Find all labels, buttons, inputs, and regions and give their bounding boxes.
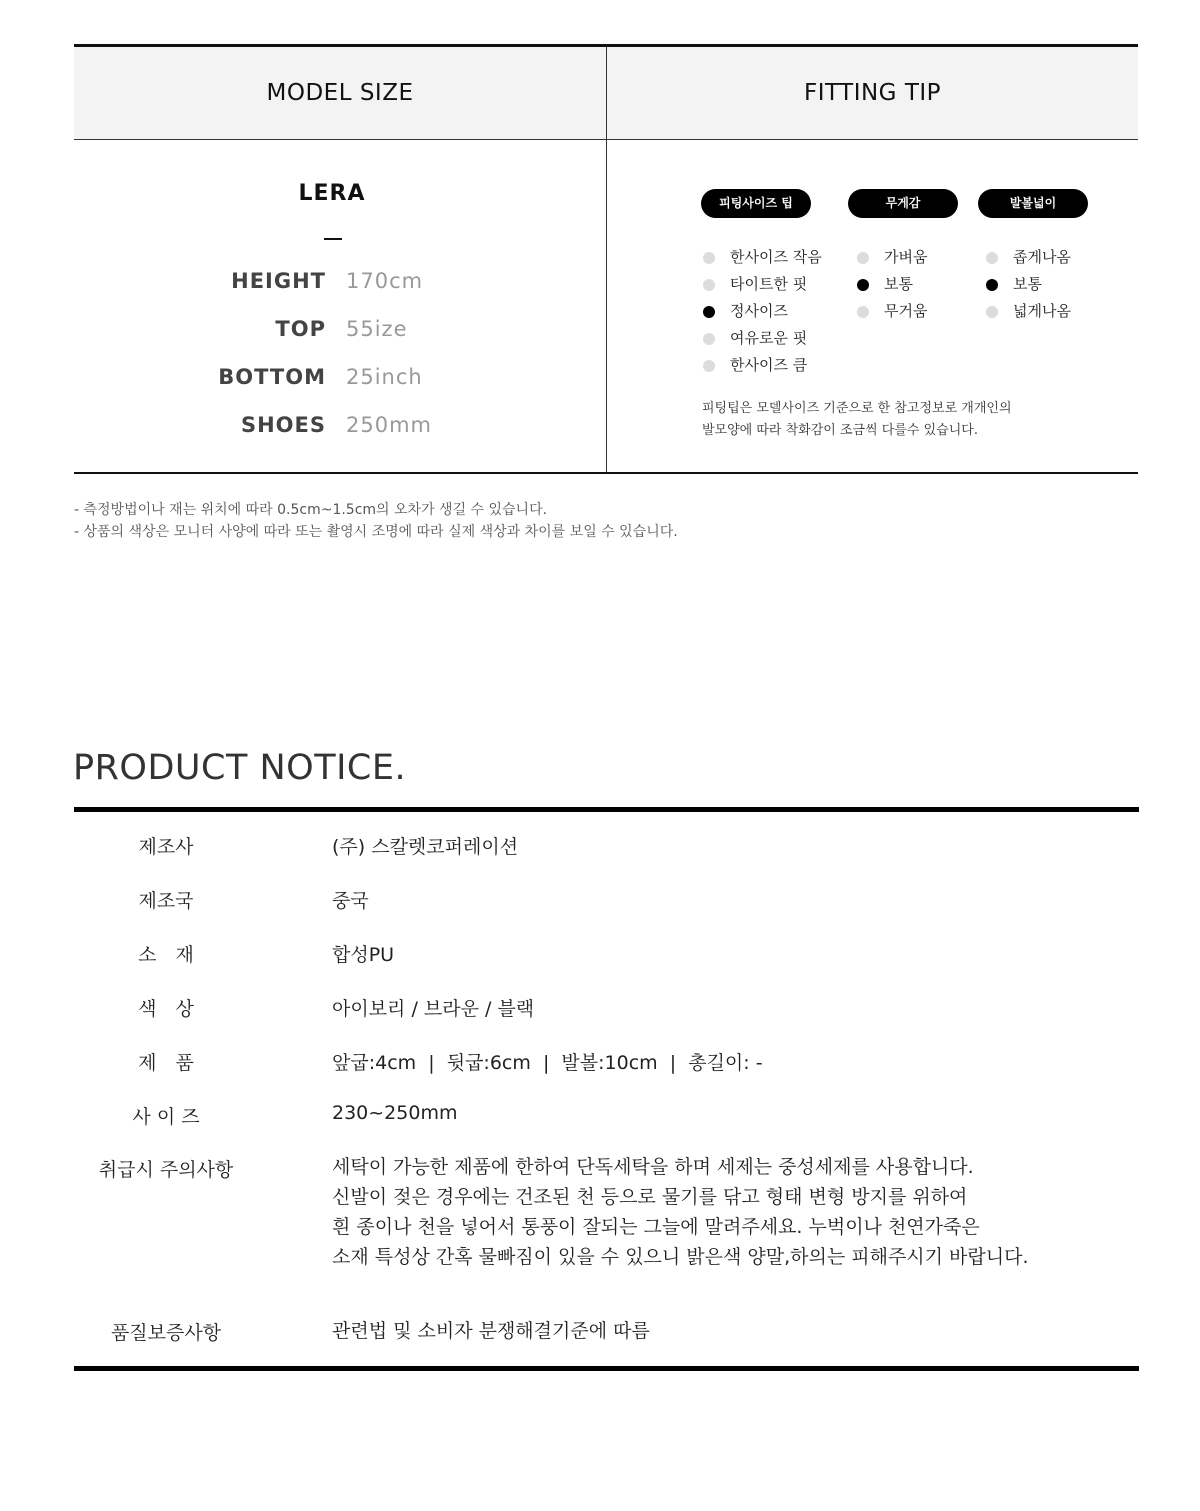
care-line: 신발이 젖은 경우에는 건조된 천 등으로 물기를 닦고 형태 변형 방지를 위하여 xyxy=(332,1186,968,1208)
option-label: 가벼움 xyxy=(884,248,928,266)
weight-badge: 무게감 xyxy=(848,189,958,218)
option-dot xyxy=(703,333,715,345)
spec-value-bottom: 25inch xyxy=(346,365,423,389)
notice-value-size: 230~250mm xyxy=(332,1102,458,1124)
fitting-tip-header: FITTING TIP xyxy=(803,80,942,106)
fitting-tip-note-line: 발모양에 따라 착화감이 조금씩 다를수 있습니다. xyxy=(702,423,978,438)
option-dot xyxy=(857,306,869,318)
option-label: 정사이즈 xyxy=(730,302,788,320)
notice-value-material: 합성PU xyxy=(332,944,395,966)
model-size-header: MODEL SIZE xyxy=(266,80,414,106)
option-label: 한사이즈 작음 xyxy=(730,248,822,266)
notice-label-material: 소 재 xyxy=(138,944,194,966)
model-name: LERA xyxy=(298,181,366,206)
note-line: - 측정방법이나 재는 위치에 따라 0.5cm~1.5cm의 오차가 생길 수 있습니다. xyxy=(74,502,548,518)
notice-label-size: 사 이 즈 xyxy=(132,1106,200,1128)
option-dot xyxy=(986,306,998,318)
notice-label-care: 취급시 주의사항 xyxy=(98,1159,234,1181)
note-line: - 상품의 색상은 모니터 사양에 따라 또는 촬영시 조명에 따라 실제 색상과 차이를 보일 수 있습니다. xyxy=(74,524,678,540)
option-dot xyxy=(703,252,715,264)
notice-value-care xyxy=(332,1152,1029,1272)
notice-label-color: 색 상 xyxy=(138,998,194,1020)
option-dot xyxy=(703,360,715,372)
spec-label-bottom: BOTTOM xyxy=(218,365,326,389)
option-label: 보통 xyxy=(884,275,913,293)
fit-size-tip-badge: 피팅사이즈 팁 xyxy=(701,189,811,218)
spec-value-height: 170cm xyxy=(346,269,424,293)
foot-width-badge: 발볼넓이 xyxy=(978,189,1088,218)
option-label: 여유로운 핏 xyxy=(730,329,808,347)
care-line: 세탁이 가능한 제품에 한하여 단독세탁을 하며 세제는 중성세제를 사용합니다. xyxy=(332,1156,974,1178)
measurement-notes xyxy=(74,499,678,543)
product-notice-title: PRODUCT NOTICE. xyxy=(73,748,407,788)
option-dot xyxy=(986,252,998,264)
notice-label-product: 제 품 xyxy=(138,1052,194,1074)
spec-label-top: TOP xyxy=(275,317,326,341)
care-line: 흰 종이나 천을 넣어서 통풍이 잘되는 그늘에 말려주세요. 누벅이나 천연가죽은 xyxy=(332,1216,980,1238)
notice-label-quality: 품질보증사항 xyxy=(110,1322,222,1344)
option-dot-selected xyxy=(857,279,869,291)
model-name-divider xyxy=(324,238,342,240)
spec-value-top: 55ize xyxy=(346,317,408,341)
option-dot xyxy=(857,252,869,264)
notice-value-product: 앞굽:4cm | 뒷굽:6cm | 발볼:10cm | 총길이: - xyxy=(332,1052,763,1074)
notice-label-country: 제조국 xyxy=(138,890,194,912)
care-line: 소재 특성상 간혹 물빠짐이 있을 수 있으니 밝은색 양말,하의는 피해주시기 바랍니다. xyxy=(332,1246,1029,1268)
size-fitting-table xyxy=(74,44,1138,474)
option-dot xyxy=(703,279,715,291)
option-label: 무거움 xyxy=(884,302,928,320)
fitting-tip-note-line: 피팅팁은 모델사이즈 기준으로 한 참고정보로 개개인의 xyxy=(702,401,1012,416)
notice-value-manufacturer: (주) 스칼렛코퍼레이션 xyxy=(332,836,519,858)
fitting-tip-note xyxy=(702,398,1012,442)
spec-label-height: HEIGHT xyxy=(231,269,326,293)
option-label: 좁게나옴 xyxy=(1013,248,1071,266)
notice-label-manufacturer: 제조사 xyxy=(138,836,194,858)
notice-top-rule xyxy=(74,807,1139,812)
option-dot-selected xyxy=(703,306,715,318)
notice-bottom-rule xyxy=(74,1366,1139,1371)
notice-value-quality: 관련법 및 소비자 분쟁해결기준에 따름 xyxy=(332,1320,650,1342)
spec-label-shoes: SHOES xyxy=(240,413,326,437)
option-label: 보통 xyxy=(1013,275,1042,293)
option-label: 넓게나옴 xyxy=(1013,302,1071,320)
option-dot-selected xyxy=(986,279,998,291)
option-label: 타이트한 핏 xyxy=(730,275,808,293)
notice-value-country: 중국 xyxy=(332,890,369,912)
option-label: 한사이즈 큼 xyxy=(730,356,808,374)
notice-value-color: 아이보리 / 브라운 / 블랙 xyxy=(332,998,535,1020)
spec-value-shoes: 250mm xyxy=(346,413,432,437)
